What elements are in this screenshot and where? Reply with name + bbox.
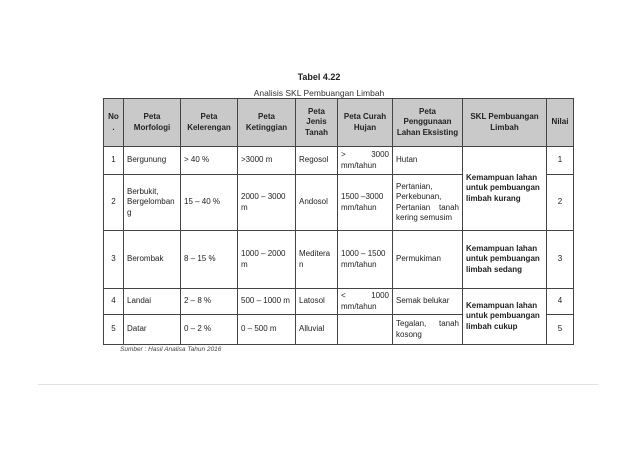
cell-hujan: < 1000 mm/tahun	[338, 289, 393, 315]
cell-hujan: 1000 – 1500 mm/tahun	[338, 231, 393, 289]
cell-morfologi: Berbukit, Bergelomban g	[124, 175, 181, 231]
cell-nilai: 4	[547, 289, 574, 315]
cell-tanah: Andosol	[296, 175, 338, 231]
cell-nilai: 1	[547, 147, 574, 175]
cell-hujan: 1500 –3000 mm/tahun	[338, 175, 393, 231]
table-row	[104, 147, 574, 175]
header-jenis-tanah: Peta Jenis Tanah	[296, 99, 338, 147]
cell-tanah: Alluvial	[296, 315, 338, 345]
header-no: No .	[104, 99, 124, 147]
cell-lahan: Hutan	[393, 147, 463, 175]
skl-table	[103, 98, 574, 345]
cell-kelerengan: 0 – 2 %	[181, 315, 238, 345]
cell-skl-kurang: Kemampuan lahan untuk pembuangan limbah kurang	[463, 147, 547, 231]
table-row	[104, 289, 574, 315]
cell-kelerengan: 15 – 40 %	[181, 175, 238, 231]
cell-lahan: Pertanian, Perkebunan, Pertanian tanah kering semusim	[393, 175, 463, 231]
cell-kelerengan: 8 – 15 %	[181, 231, 238, 289]
header-row	[104, 99, 574, 147]
cell-kelerengan: 2 – 8 %	[181, 289, 238, 315]
cell-kelerengan: > 40 %	[181, 147, 238, 175]
cell-tanah: Latosol	[296, 289, 338, 315]
cell-nilai: 3	[547, 231, 574, 289]
cell-skl-cukup: Kemampuan lahan untuk pembuangan limbah cukup	[463, 289, 547, 345]
table-row	[104, 231, 574, 289]
table-subtitle: Analisis SKL Pembuangan Limbah	[253, 88, 385, 98]
cell-morfologi: Datar	[124, 315, 181, 345]
cell-no: 3	[104, 231, 124, 289]
cell-morfologi: Landai	[124, 289, 181, 315]
header-penggunaan-lahan: Peta Penggunaan Lahan Eksisting	[393, 99, 463, 147]
cell-ketinggian: 2000 – 3000 m	[238, 175, 296, 231]
cell-tanah: Regosol	[296, 147, 338, 175]
cell-hujan: > 3000 mm/tahun	[338, 147, 393, 175]
header-curah-hujan: Peta Curah Hujan	[338, 99, 393, 147]
header-ketinggian: Peta Ketinggian	[238, 99, 296, 147]
cell-lahan: Semak belukar	[393, 289, 463, 315]
cell-nilai: 2	[547, 175, 574, 231]
cell-nilai: 5	[547, 315, 574, 345]
cell-tanah: Meditera n	[296, 231, 338, 289]
cell-no: 4	[104, 289, 124, 315]
cell-no: 5	[104, 315, 124, 345]
table-title: Tabel 4.22	[297, 72, 341, 82]
divider	[38, 384, 598, 385]
cell-ketinggian: 500 – 1000 m	[238, 289, 296, 315]
cell-ketinggian: >3000 m	[238, 147, 296, 175]
cell-lahan: Tegalan, tanah kosong	[393, 315, 463, 345]
header-morfologi: Peta Morfologi	[124, 99, 181, 147]
cell-morfologi: Bergunung	[124, 147, 181, 175]
cell-no: 1	[104, 147, 124, 175]
cell-hujan	[338, 315, 393, 345]
cell-morfologi: Berombak	[124, 231, 181, 289]
header-kelerengan: Peta Kelerengan	[181, 99, 238, 147]
cell-lahan: Permukiman	[393, 231, 463, 289]
cell-skl-sedang: Kemampuan lahan untuk pembuangan limbah sedang	[463, 231, 547, 289]
source-note: Sumber : Hasil Analisa Tahun 2016	[120, 346, 222, 353]
cell-ketinggian: 1000 – 2000 m	[238, 231, 296, 289]
cell-ketinggian: 0 – 500 m	[238, 315, 296, 345]
cell-no: 2	[104, 175, 124, 231]
header-skl: SKL Pembuangan Limbah	[463, 99, 547, 147]
header-nilai: Nilai	[547, 99, 574, 147]
